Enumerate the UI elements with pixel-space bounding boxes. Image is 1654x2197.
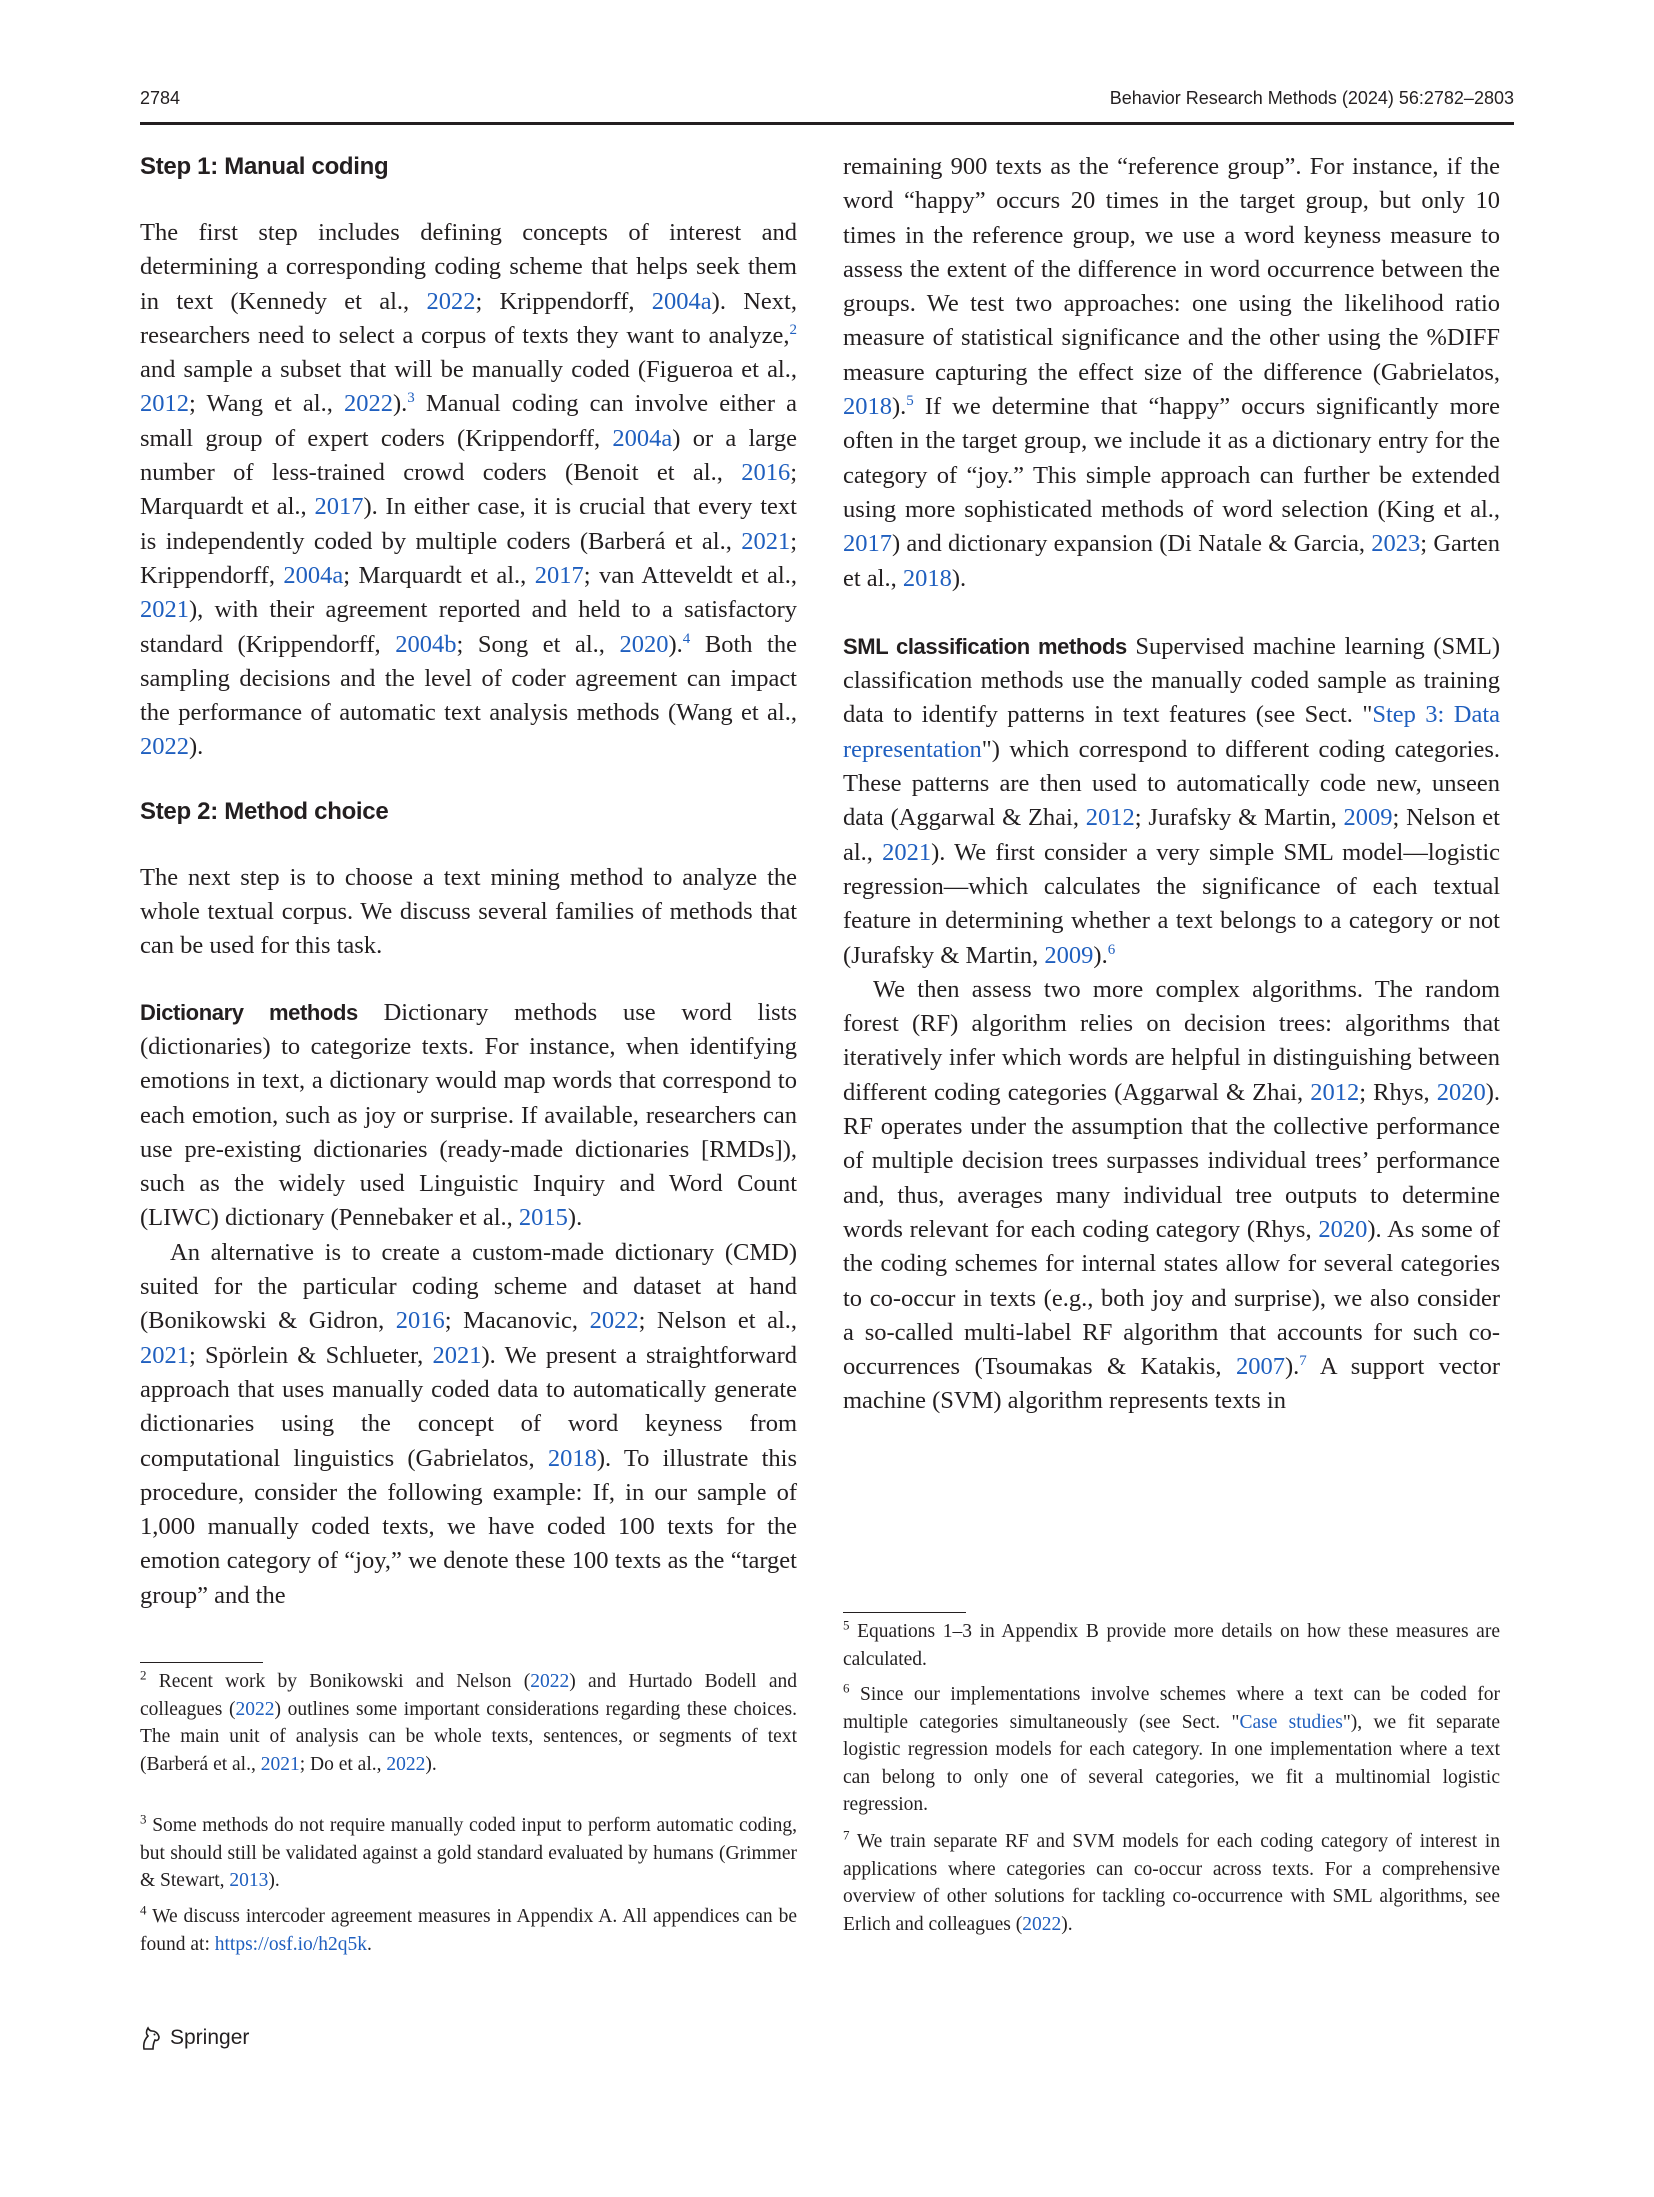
footnote-rule-right bbox=[843, 1612, 966, 1613]
footnote-ref-4[interactable]: 4 bbox=[682, 630, 691, 647]
citation-link[interactable]: 2004a bbox=[612, 424, 673, 452]
paragraph-custom-dictionary: An alternative is to create a custom-made dictionary (CMD) suited for the particular coding scheme and dataset at hand (Bonikowski & Gidron, 2016; Macanovic, 2022; Nelson et al., 2021; Spörlein & Schlueter, 2021). We present a straightforward approach that uses manually coded data to automatically generate dictionaries using the concept of word keyness from computational linguistics (Gabrielatos, 2018). To illustrate this procedure, consider the following example: If, in our sample of 1,000 manually coded texts, we have coded 100 texts for the emotion category of “joy,” we denote these 100 texts as the “target group” and the bbox=[140, 1238, 797, 1609]
paragraph-method-choice: The next step is to choose a text mining method to analyze the whole textual corpus. We discuss several families of methods that can be used for this task. bbox=[140, 863, 797, 960]
right-column bbox=[843, 150, 1500, 1419]
citation-link[interactable]: 2017 bbox=[534, 561, 584, 589]
footnote-5: $^5$ Equations 1–3 in Appendix B provide more details on how these measures are calculated. bbox=[843, 1617, 1500, 1670]
citation-link[interactable]: 2009 bbox=[1343, 804, 1393, 832]
left-column bbox=[140, 150, 797, 1613]
journal-citation: Behavior Research Methods (2024) 56:2782–2803 bbox=[1109, 88, 1514, 108]
citation-link[interactable]: 2017 bbox=[314, 493, 364, 521]
springer-horse-icon bbox=[140, 2025, 162, 2051]
citation-link[interactable]: 2022 bbox=[343, 390, 393, 418]
citation-link[interactable]: 2004a bbox=[651, 287, 712, 315]
section-link-case-studies[interactable]: Case studies bbox=[1239, 1711, 1343, 1733]
citation-link[interactable]: 2021 bbox=[882, 838, 932, 866]
citation-link[interactable]: 2018 bbox=[843, 393, 892, 421]
citation-link[interactable]: 2018 bbox=[902, 564, 952, 592]
citation-link[interactable]: 2021 bbox=[140, 1341, 189, 1369]
publisher-footer bbox=[140, 2025, 249, 2051]
citation-link[interactable]: 2020 bbox=[1436, 1078, 1486, 1106]
section-heading-step2: Step 2: Method choice bbox=[140, 797, 389, 825]
citation-link[interactable]: 2016 bbox=[741, 459, 791, 487]
citation-link[interactable]: 2012 bbox=[140, 390, 189, 418]
section-heading-step1: Step 1: Manual coding bbox=[140, 153, 389, 180]
citation-link[interactable]: 2013 bbox=[229, 1870, 269, 1891]
citation-link[interactable]: 2022 bbox=[589, 1307, 639, 1335]
citation-link[interactable]: 2020 bbox=[1318, 1215, 1368, 1243]
citation-link[interactable]: 2020 bbox=[619, 630, 669, 658]
citation-link[interactable]: 2022 bbox=[1022, 1913, 1062, 1935]
citation-link[interactable]: 2021 bbox=[741, 527, 791, 555]
footnote-6: $^6$ Since our implementations involve schemes where a text can be coded for multiple categories simultaneously (see Sect. "Case studies"), we fit separate logistic regression models for each category. In one implementation where a text can belong to only one of several categories, we fit a multinomial logistic regression. bbox=[843, 1680, 1501, 1815]
header-rule bbox=[140, 122, 1514, 125]
citation-link[interactable]: 2015 bbox=[518, 1204, 568, 1232]
citation-link[interactable]: 2022 bbox=[235, 1698, 275, 1720]
footnote-3: $^3$ Some methods do not require manually coded input to perform automatic coding, but should still be validated against a gold standard evaluated by humans (Grimmer & Stewart, 2013). bbox=[140, 1811, 797, 1891]
citation-link[interactable]: 2017 bbox=[843, 530, 892, 558]
citation-link[interactable]: 2021 bbox=[260, 1753, 300, 1775]
footnote-ref-2[interactable]: 2 bbox=[789, 321, 797, 338]
citation-link[interactable]: 2009 bbox=[1044, 941, 1094, 969]
paragraph-dictionary-methods: Dictionary methods Dictionary methods use word lists (dictionaries) to categorize texts. For instance, when identifying emotions in text, a dictionary would map words that correspond to each emotion, such as joy or surprise. If available, researchers can use pre-existing dictionaries (ready-made dictionaries [RMDs]), such as the widely used Linguistic Inquiry and Word Count (LIWC) dictionary (Pennebaker et al., 2015). bbox=[140, 998, 798, 1232]
section-link-data-representation[interactable]: Step 3: Data representation bbox=[843, 701, 1500, 763]
footnote-4: $^4$ We discuss intercoder agreement measures in Appendix A. All appendices can be found at: https://osf.io/h2q5k. bbox=[140, 1902, 797, 1955]
citation-link[interactable]: 2016 bbox=[395, 1307, 445, 1335]
footnote-rule-left bbox=[140, 1662, 263, 1663]
citation-link[interactable]: 2012 bbox=[1085, 804, 1135, 832]
citation-link[interactable]: 2004a bbox=[283, 561, 344, 589]
footnote-ref-5[interactable]: 5 bbox=[906, 392, 914, 409]
citation-link[interactable]: 2021 bbox=[432, 1341, 482, 1369]
footnote-2: $^2$ Recent work by Bonikowski and Nelson (2022) and Hurtado Bodell and colleagues (2022) outlines some important considerations regarding these choices. The main unit of analysis can be whole texts, sentences, or segments of text (Barberá et al., 2021; Do et al., 2022). bbox=[140, 1667, 797, 1775]
citation-link[interactable]: 2022 bbox=[530, 1671, 570, 1692]
running-header bbox=[140, 88, 1514, 120]
runin-heading-dictionary: Dictionary methods bbox=[140, 999, 358, 1025]
citation-link[interactable]: 2007 bbox=[1236, 1353, 1285, 1381]
citation-link[interactable]: 2022 bbox=[140, 733, 189, 761]
footnote-ref-3[interactable]: 3 bbox=[407, 390, 415, 407]
citation-link[interactable]: 2012 bbox=[1310, 1078, 1360, 1106]
citation-link[interactable]: 2004b bbox=[395, 630, 457, 658]
footnote-ref-7[interactable]: 7 bbox=[1299, 1352, 1307, 1369]
paragraph-manual-coding: The first step includes defining concepts of interest and determining a corresponding coding scheme that helps seek them in text (Kennedy et al., 2022; Krippendorff, 2004a). Next, researchers need to select a corpus of texts they want to analyze,$^2$ and sample a subset that will be manually coded (Figueroa et al., 2012; Wang et al., 2022).$^3$ Manual coding can involve either a small group of expert coders (Krippendorff, 2004a) or a large number of less-trained crowd coders (Benoit et al., 2016; Marquardt et al., 2017). In either case, it is crucial that every text is independently coded by multiple coders (Barberá et al., 2021; Krippendorff, 2004a; Marquardt et al., 2017; van Atteveldt et al., 2021), with their agreement reported and held to a satisfactory standard (Krippendorff, 2004b; Song et al., 2020).$^4$ Both the sampling decisions and the level of coder agreement can impact the performance of automatic text analysis methods (Wang et al., 2022). bbox=[140, 219, 798, 761]
publisher-name: Springer bbox=[170, 2026, 250, 2049]
citation-link[interactable]: 2022 bbox=[386, 1753, 426, 1775]
footnote-ref-6[interactable]: 6 bbox=[1107, 941, 1116, 958]
osf-link[interactable]: https://osf.io/h2q5k bbox=[214, 1933, 367, 1955]
paragraph-random-forest: We then assess two more complex algorithms. The random forest (RF) algorithm relies on decision trees: algorithms that iteratively infer which words are helpful in distinguishing between different coding categories (Aggarwal & Zhai, 2012; Rhys, 2020). RF operates under the assumption that the collective performance of multiple decision trees surpasses individual trees’ performance and, thus, averages many individual tree outputs to determine words relevant for each coding category (Rhys, 2020). As some of the coding schemes for internal states allow for several categories to co-occur in texts (e.g., both joy and surprise), we also consider a so-called multi-label RF algorithm that accounts for such co-occurrences (Tsoumakas & Katakis, 2007).$^7$ A support vector machine (SVM) algorithm represents texts in bbox=[843, 975, 1501, 1415]
citation-link[interactable]: 2018 bbox=[547, 1444, 597, 1472]
citation-link[interactable]: 2021 bbox=[140, 596, 189, 624]
paragraph-sml-methods: SML classification methods Supervised machine learning (SML) classification methods use the manually coded sample as training data to identify patterns in text features (see Sect. "Step 3: Data representation") which correspond to different coding categories. These patterns are then used to automatically code new, unseen data (Aggarwal & Zhai, 2012; Jurafsky & Martin, 2009; Nelson et al., 2021). We first consider a very simple SML model—logistic regression—which calculates the significance of each textual feature in determining whether a text belongs to a category or not (Jurafsky & Martin, 2009).$^6$ bbox=[843, 632, 1501, 969]
paragraph-reference-group: remaining 900 texts as the “reference group”. For instance, if the word “happy” occurs 20 times in the target group, but only 10 times in the reference group, we use a word keyness measure to assess the extent of the difference in word occurrence between the groups. We test two approaches: one using the likelihood ratio measure of statistical significance and the other using the %DIFF measure capturing the effect size of the difference (Gabrielatos, 2018).$^5$ If we determine that “happy” occurs significantly more often in the target group, we include it as a dictionary entry for the category of “joy.” This simple approach can further be extended using more sophisticated methods of word selection (King et al., 2017) and dictionary expansion (Di Natale & Garcia, 2023; Garten et al., 2018). bbox=[843, 153, 1500, 592]
citation-link[interactable]: 2022 bbox=[426, 287, 476, 315]
runin-heading-sml: SML classification methods bbox=[843, 633, 1127, 659]
citation-link[interactable]: 2023 bbox=[1371, 530, 1421, 558]
footnote-7: $^7$ We train separate RF and SVM models for each coding category of interest in applications where categories can co-occur across texts. For a comprehensive overview of other solutions for tackling co-occurrence with SML algorithms, see Erlich and colleagues (2022). bbox=[843, 1827, 1500, 1935]
page-number: 2784 bbox=[140, 88, 181, 108]
